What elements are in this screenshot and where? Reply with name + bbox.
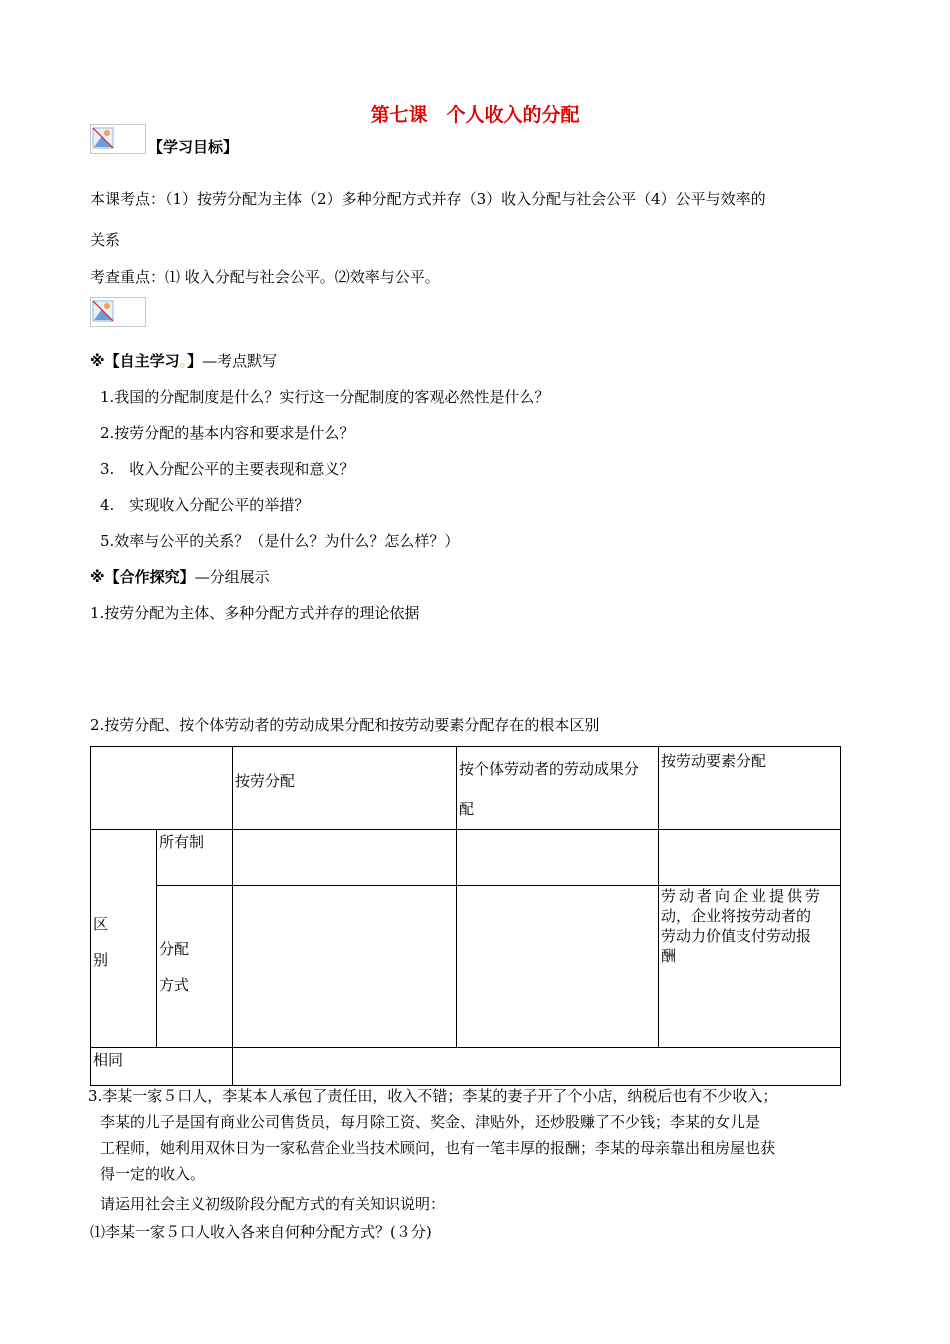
row-label-same: 相同 — [91, 1048, 233, 1086]
cooperation-mark: ※【合作探究】 — [90, 568, 195, 586]
question-3-line3: 工程师，她利用双休日为一家私营企业当技术顾问，也有一笔丰厚的报酬；李某的母亲靠出租房屋也获 — [100, 1139, 776, 1157]
cooperation-question-2: 2.按劳分配、按个体劳动者的劳动成果分配和按劳动要素分配存在的根本区别 — [90, 716, 600, 734]
cooperation-question-1: 1.按劳分配为主体、多种分配方式并存的理论依据 — [90, 604, 420, 622]
q3-text: 儿子是国有商业公司售货 — [145, 1113, 311, 1131]
factor-method-cell — [659, 886, 841, 1048]
header-individual-labor-line2: 配 — [459, 800, 475, 818]
table-cell — [457, 886, 659, 1048]
self-study-question: 4. 实现收入分配公平的举措？ — [100, 496, 310, 514]
cooperation-heading — [90, 566, 270, 587]
table-header-row — [91, 747, 841, 830]
key-points: 考查重点：⑴ 收入分配与社会公平。⑵效率与公平。 — [90, 268, 440, 286]
header-individual-labor — [457, 747, 659, 830]
table-row — [91, 886, 841, 1048]
broken-image-icon — [90, 124, 146, 154]
factor-method-line: 动，企业将按劳动者的 — [661, 907, 812, 925]
row-label-method-line1: 分配 — [159, 939, 190, 958]
row-label-method-line2: 方式 — [159, 975, 190, 994]
q3-text: 李某的 — [100, 1113, 146, 1131]
row-label-method — [157, 886, 233, 1048]
table-cell — [233, 886, 457, 1048]
factor-method-line: 劳动力价值支付劳动报 — [661, 927, 812, 945]
table-row — [91, 1048, 841, 1086]
self-study-dot: 。 — [179, 352, 188, 370]
table-corner-cell — [91, 747, 233, 830]
factor-method-line: 酬 — [661, 947, 680, 965]
table-cell — [233, 1048, 841, 1086]
question-3-line5: 请运用社会主义初级阶段分配方式的有关知识说明： — [100, 1195, 446, 1213]
factor-method-line: 劳动者向企业提供劳 — [661, 887, 824, 905]
self-study-question: 5.效率与公平的关系？（是什么？为什么？怎么样？） — [100, 532, 460, 550]
exam-points: 本课考点：（1）按劳分配为主体（2）多种分配方式并存（3）收入分配与社会公平（4）公平与效率的 — [90, 190, 766, 208]
broken-image-icon — [90, 297, 146, 327]
question-3-line4: 得一定的收入。 — [100, 1165, 206, 1183]
question-3-line1: 3.李某一家５口人，李某本人承包了责任田，收入不错；李某的妻子开了个小店，纳税后也有不少收入； — [88, 1087, 778, 1105]
difference-label-line1: 区 — [93, 914, 109, 933]
header-factor-distribution: 按劳动要素分配 — [659, 747, 841, 830]
q3-text: 员，每月除工资、奖金、津贴外，还炒 — [310, 1113, 566, 1131]
question-3-line2 — [100, 1111, 760, 1132]
self-study-question: 1.我国的分配制度是什么？实行这一分配制度的客观必然性是什么？ — [100, 388, 550, 406]
header-labor-distribution: 按劳分配 — [233, 747, 457, 830]
self-study-question: 2.按劳分配的基本内容和要求是什么？ — [100, 424, 355, 442]
table-cell — [659, 830, 841, 886]
exam-points-continued: 关系 — [90, 231, 121, 249]
question-3-line6: ⑴李某一家５口人收入各来自何种分配方式？(３分) — [90, 1223, 432, 1241]
self-study-question: 3. 收入分配公平的主要表现和意义？ — [100, 460, 355, 478]
row-label-ownership: 所有制 — [157, 830, 233, 886]
learning-goals-heading: 【学习目标】 — [148, 138, 239, 156]
comparison-table — [90, 746, 841, 1086]
q3-text: 股赚了不少钱；李某的女儿是 — [565, 1113, 761, 1131]
self-study-heading — [90, 350, 277, 371]
difference-label — [91, 830, 157, 1048]
header-individual-labor-line1: 按个体劳动者的劳动成果分 — [459, 760, 640, 778]
self-study-mark: ※【自主学习 — [90, 352, 180, 370]
cooperation-suffix: —分组展示 — [194, 568, 270, 586]
table-cell — [233, 830, 457, 886]
self-study-close: 】 — [187, 352, 203, 370]
page-title: 第七课 个人收入的分配 — [370, 104, 580, 126]
difference-label-line2: 别 — [93, 950, 109, 969]
table-cell — [457, 830, 659, 886]
table-row — [91, 830, 841, 886]
self-study-suffix: —考点默写 — [202, 352, 278, 370]
